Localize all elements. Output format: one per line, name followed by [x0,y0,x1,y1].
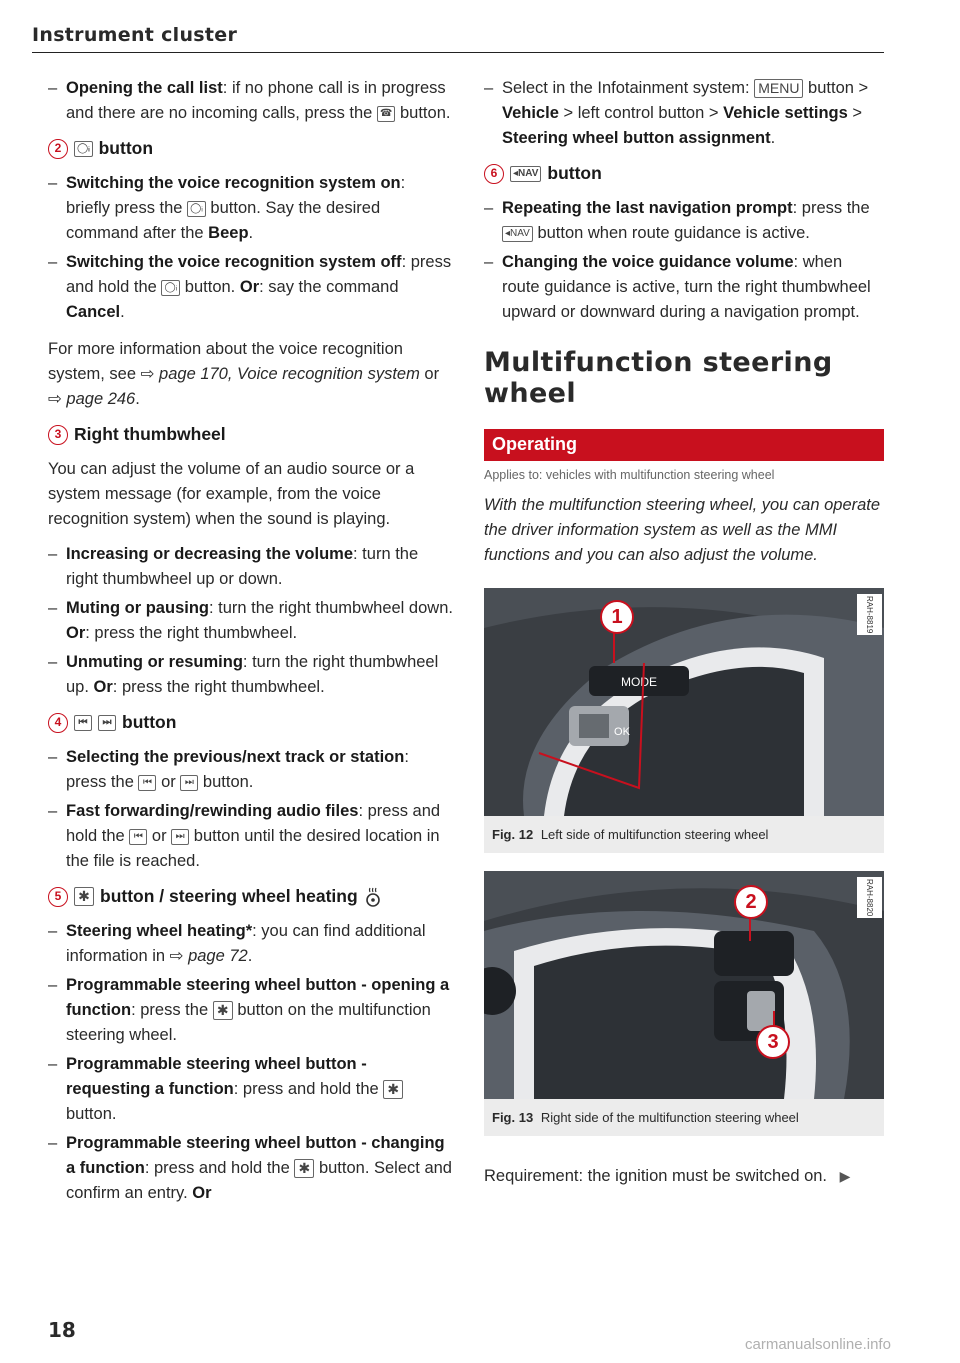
text: or [424,365,440,383]
term: Unmuting or resuming [66,653,243,671]
menu-path-item: Steering wheel button assignment [502,129,771,147]
section-heading [48,422,453,447]
page-number: 18 [48,1318,76,1342]
figure-13 [484,871,884,1136]
header-title: Instrument cluster [32,24,238,46]
text: button. [66,1105,117,1123]
text: : press the [131,1001,209,1019]
list-item [48,650,453,700]
text: : turn the right thumbwheel up. [66,653,439,696]
text: : turn the right thumbwheel down. [208,599,453,617]
term: Repeating the last navigation prompt [502,199,793,217]
section-title: button / steering wheel heating [100,886,358,906]
text: : turn the right thumbwheel up or down. [66,545,419,588]
text: > [852,104,863,122]
steering-wheel-heating-icon [364,887,382,907]
callout-number: 5 [48,887,68,907]
text: : press the right thumbwheel. [85,624,298,642]
term: Cancel [66,303,121,321]
figure-code: RAH-8820 [857,877,882,918]
applies-to: Applies to: vehicles with multifunction steering wheel [484,468,775,482]
ok-label: OK [614,726,630,738]
term: Increasing or decreasing the volume [66,545,354,563]
text: button when route guidance is active. [537,224,810,242]
caption-text: Left side of multifunction steering wheel [540,827,769,842]
figure-caption [484,816,884,853]
left-column [48,76,453,1210]
text: : press the [792,199,870,217]
figure-label: Fig. 12 [492,827,534,842]
subheading-bar: Operating [484,429,884,461]
phone-key-icon: ☎ [377,106,395,122]
steering-wheel-left-illustration [484,588,884,816]
previous-track-icon: ⏮ [74,715,92,731]
callout-2: 2 [734,885,768,919]
page-reference[interactable]: ⇨ page 72 [169,947,248,965]
text: button > [808,79,869,97]
callout-1: 1 [600,600,634,634]
callout-number: 2 [48,139,68,159]
section-heading [48,710,453,735]
section-heading [484,161,884,186]
term: Selecting the previous/next track or station [66,748,405,766]
text: or [161,773,176,791]
list-item [48,799,453,874]
next-track-icon: ⏭ [171,829,189,845]
list-item [48,542,453,592]
or-label: Or [192,1184,212,1202]
text: : say the command [259,278,399,296]
list-item [484,250,884,325]
list-item [48,1052,453,1127]
text: or [151,827,167,845]
list-item: – Switching the voice recognition system on: briefly press the ◯ᵢ button. Say the desired command after the Beep. [48,171,453,246]
voice-key-icon: ◯ᵢ [74,141,93,157]
term: Switching the voice recognition system off [66,253,402,271]
list-item [48,745,453,795]
previous-track-icon: ⏮ [129,829,147,845]
next-track-icon: ⏭ [98,715,116,731]
section-title: button [98,138,154,158]
term: Opening the call list [66,79,223,97]
steering-wheel-right-drawing [484,871,884,1099]
figure-12 [484,588,884,853]
list-item: – Select in the Infotainment system: MENU button > Vehicle > left control button > Vehicle settings > Steering wheel button assignment. [484,76,884,151]
text: button until the desired location in the file is reached. [66,827,440,870]
previous-track-icon: ⏮ [138,775,156,791]
running-header [32,24,884,53]
text: : briefly press the [66,174,406,217]
list-item [48,973,453,1048]
menu-path-item: Vehicle [502,104,559,122]
text: button. [184,278,236,296]
text: button. Say the desired command after the [66,199,381,242]
callout-number: 6 [484,164,504,184]
term: Programmable steering wheel button - opening a function [66,976,450,1019]
section-heading [48,884,453,909]
text: : you can find additional information in [66,922,426,965]
star-key-icon: ✱ [74,887,94,906]
term: Changing the voice guidance volume [502,253,794,271]
text: : press the [66,748,409,791]
term: Programmable steering wheel button - changing a function [66,1134,445,1177]
next-track-icon: ⏭ [180,775,198,791]
text: For more information about the voice recognition system, see [48,340,403,383]
or-label: Or [66,624,86,642]
or-label: Or [93,678,113,696]
page-reference[interactable]: ⇨ page 246 [48,390,136,408]
voice-key-icon: ◯ᵢ [187,201,206,217]
list-item: – Steering wheel heating*: you can find additional information in ⇨ page 72. [48,919,453,969]
list-item: – Switching the voice recognition system off: press and hold the ◯ᵢ button. Or: say the command Cancel. [48,250,453,325]
steering-wheel-left-drawing [484,588,884,816]
callout-number: 4 [48,713,68,733]
paragraph: You can adjust the volume of an audio source or a system message (for example, from the voice recognition system) when the sound is playing. [48,460,415,528]
text: : press the right thumbwheel. [112,678,325,696]
or-label: Or [239,278,260,296]
term: Fast forwarding/rewinding audio files [66,802,359,820]
text: button. [400,104,451,122]
star-key-icon: ✱ [213,1001,233,1020]
text: button on the multifunction steering wheel. [66,1001,431,1044]
text: Select in the Infotainment system: [502,79,750,97]
caption-text: Right side of the multifunction steering wheel [540,1110,799,1125]
watermark: carmanualsonline.info [745,1336,891,1353]
figure-code: RAH-8819 [857,594,882,635]
requirement-text [484,1164,884,1189]
term: Beep [208,224,249,242]
main-heading: Multifunction steering wheel [484,347,833,409]
callout-3: 3 [756,1025,790,1059]
list-item [48,1131,453,1206]
text: : when route guidance is active, turn the right thumbwheel upward or downward during a navigation prompt. [502,253,871,321]
term: Muting or pausing [66,599,209,617]
figure-caption [484,1099,884,1136]
list-item [484,196,884,246]
nav-key-icon: ◂NAV [502,226,533,242]
text: : press and hold the [144,1159,290,1177]
callout-number: 3 [48,425,68,445]
section-title: button [122,712,177,732]
section-title: button [547,163,602,183]
figure-label: Fig. 13 [492,1110,534,1125]
mode-label: MODE [621,675,657,689]
term: Steering wheel heating* [66,922,253,940]
star-key-icon: ✱ [383,1080,403,1099]
section-title: Right thumbwheel [74,424,226,444]
steering-wheel-right-illustration [484,871,884,1099]
continue-arrow-icon: ▶ [839,1168,851,1184]
list-item [48,596,453,646]
intro-text: With the multifunction steering wheel, you can operate the driver information system as well as the MMI functions and you can also adjust the volume. [484,496,881,564]
text: : press and hold the [66,253,452,296]
right-column [484,76,884,1199]
text: : press and hold the [66,802,441,845]
text: : if no phone call is in progress and there are no incoming calls, press the [66,79,446,122]
nav-key-icon: ◂NAV [510,166,541,182]
section-heading [48,136,453,161]
paragraph: For more information about the voice recognition system, see ⇨ page 170, Voice recognition system or ⇨ page 246. [48,340,440,408]
term: Switching the voice recognition system on [66,174,401,192]
menu-path-item: Vehicle settings [723,104,848,122]
text: : press and hold the [233,1080,379,1098]
text: > left control button > [563,104,719,122]
list-item [48,76,453,126]
menu-key: MENU [754,79,803,98]
term: Programmable steering wheel button - requesting a function [66,1055,367,1098]
text: Requirement: the ignition must be switched on. [484,1167,828,1185]
star-key-icon: ✱ [294,1159,314,1178]
text: button. Select and confirm an entry. [66,1159,452,1202]
voice-key-icon: ◯ᵢ [161,280,180,296]
page-reference[interactable]: ⇨ page 170, Voice recognition system [140,365,420,383]
text: button. [202,773,254,791]
